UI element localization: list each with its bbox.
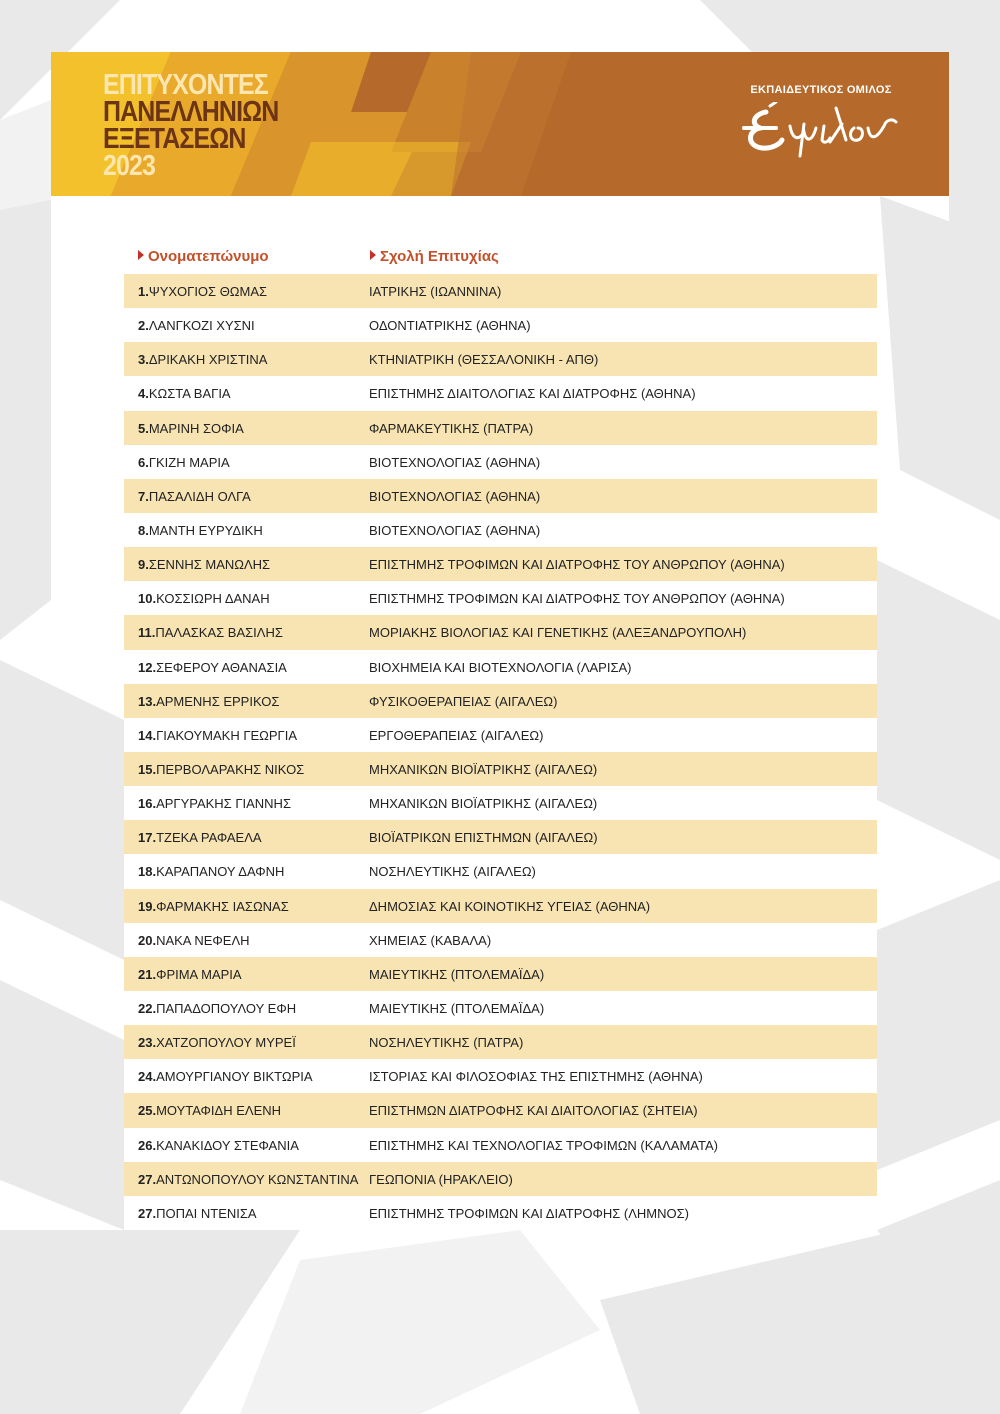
row-number: 4. (138, 386, 149, 402)
table-row (124, 513, 877, 547)
student-name-cell (138, 1001, 296, 1016)
student-name-cell (138, 694, 279, 709)
column-header-school: Σχολή Επιτυχίας (370, 248, 499, 265)
row-number: 16. (138, 796, 157, 812)
table-row (124, 615, 877, 649)
row-number: 5. (138, 420, 149, 436)
student-name-cell (138, 523, 263, 538)
school-cell: ΕΠΙΣΤΗΜΗΣ ΤΡΟΦΙΜΩΝ ΚΑΙ ΔΙΑΤΡΟΦΗΣ ΤΟΥ ΑΝΘΡΩΠΟΥ (ΑΘΗΝΑ) (369, 557, 785, 573)
epsilon-logo (736, 102, 906, 158)
table-row (124, 957, 877, 991)
triangle-bullet-icon (370, 250, 376, 260)
organization-label: ΕΚΠΑΙΔΕΥΤΙΚΟΣ ΟΜΙΛΟΣ (750, 84, 892, 96)
row-number: 12. (138, 659, 157, 675)
table-row (124, 1128, 877, 1162)
row-number: 27. (138, 1171, 157, 1187)
student-name-cell (138, 660, 287, 675)
school-cell: ΒΙΟΤΕΧΝΟΛΟΓΙΑΣ (ΑΘΗΝΑ) (369, 488, 541, 504)
table-row (124, 889, 877, 923)
row-number: 10. (138, 591, 157, 607)
student-name: ΣΕΝΝΗΣ ΜΑΝΩΛΗΣ (148, 557, 271, 573)
title-line-1: ΕΠΙΤΥΧΟΝΤΕΣ (103, 69, 268, 101)
row-number: 25. (138, 1103, 157, 1119)
student-name: ΠΑΛΑΣΚΑΣ ΒΑΣΙΛΗΣ (155, 625, 283, 641)
table-row (124, 786, 877, 820)
school-cell: ΕΠΙΣΤΗΜΗΣ ΤΡΟΦΙΜΩΝ ΚΑΙ ΔΙΑΤΡΟΦΗΣ (ΛΗΜΝΟΣ) (369, 1205, 689, 1221)
student-name-cell (138, 933, 250, 948)
table-row (124, 854, 877, 888)
school-cell: ΜΗΧΑΝΙΚΩΝ ΒΙΟΪΑΤΡΙΚΗΣ (ΑΙΓΑΛΕΩ) (369, 796, 598, 812)
row-number: 21. (138, 966, 157, 982)
student-name: ΚΑΡΑΠΑΝΟΥ ΔΑΦΝΗ (156, 864, 285, 880)
student-name-cell (138, 1172, 358, 1187)
row-number: 8. (138, 522, 149, 538)
student-name-cell (138, 1138, 299, 1153)
school-cell: ΜΑΙΕΥΤΙΚΗΣ (ΠΤΟΛΕΜΑΪΔΑ) (369, 1000, 545, 1016)
student-name-cell (138, 1035, 296, 1050)
school-cell: ΒΙΟΤΕΧΝΟΛΟΓΙΑΣ (ΑΘΗΝΑ) (369, 454, 541, 470)
row-number: 23. (138, 1035, 157, 1051)
brand-block (731, 84, 911, 163)
triangle-bullet-icon (138, 250, 144, 260)
student-name-cell (138, 1206, 257, 1221)
school-cell: ΧΗΜΕΙΑΣ (ΚΑΒΑΛΑ) (369, 932, 492, 948)
title-line-2: ΠΑΝΕΛΛΗΝΙΩΝ (103, 96, 279, 128)
school-cell: ΝΟΣΗΛΕΥΤΙΚΗΣ (ΠΑΤΡΑ) (369, 1035, 524, 1051)
student-name: ΜΑΡΙΝΗ ΣΟΦΙΑ (148, 420, 244, 436)
student-name: ΑΡΓΥΡΑΚΗΣ ΓΙΑΝΝΗΣ (156, 796, 291, 812)
table-header (0, 248, 1000, 268)
student-name: ΛΑΝΓΚΟΖΙ ΧΥΣΝΙ (148, 318, 255, 334)
table-row (124, 581, 877, 615)
school-cell: ΕΠΙΣΤΗΜΩΝ ΔΙΑΤΡΟΦΗΣ ΚΑΙ ΔΙΑΙΤΟΛΟΓΙΑΣ (ΣΗΤΕΙΑ) (369, 1103, 698, 1119)
student-name-cell (138, 762, 304, 777)
table-row (124, 411, 877, 445)
table-row (124, 991, 877, 1025)
student-name: ΤΖΕΚΑ ΡΑΦΑΕΛΑ (156, 830, 262, 846)
student-name: ΣΕΦΕΡΟΥ ΑΘΑΝΑΣΙΑ (156, 659, 287, 675)
student-name-cell (138, 967, 242, 982)
student-name: ΨΥΧΟΓΙΟΣ ΘΩΜΑΣ (148, 284, 268, 299)
school-cell: ΒΙΟΤΕΧΝΟΛΟΓΙΑΣ (ΑΘΗΝΑ) (369, 522, 541, 538)
student-name-cell (138, 455, 230, 470)
student-name: ΑΡΜΕΝΗΣ ΕΡΡΙΚΟΣ (156, 693, 280, 709)
school-cell: ΦΥΣΙΚΟΘΕΡΑΠΕΙΑΣ (ΑΙΓΑΛΕΩ) (369, 693, 558, 709)
school-cell: ΝΟΣΗΛΕΥΤΙΚΗΣ (ΑΙΓΑΛΕΩ) (369, 864, 536, 880)
student-name: ΓΙΑΚΟΥΜΑΚΗ ΓΕΩΡΓΙΑ (156, 727, 297, 743)
table-row (124, 1059, 877, 1093)
student-name: ΚΩΣΤΑ ΒΑΓΙΑ (148, 386, 231, 402)
row-number: 7. (138, 488, 149, 504)
student-name: ΜΑΝΤΗ ΕΥΡΥΔΙΚΗ (148, 522, 263, 538)
row-number: 3. (138, 352, 149, 368)
table-row (124, 820, 877, 854)
row-number: 14. (138, 727, 157, 743)
table-row (124, 342, 877, 376)
table-row (124, 479, 877, 513)
student-name: ΝΑΚΑ ΝΕΦΕΛΗ (156, 932, 250, 948)
table-row (124, 308, 877, 342)
school-cell: ΦΑΡΜΑΚΕΥΤΙΚΗΣ (ΠΑΤΡΑ) (369, 420, 534, 436)
student-name: ΧΑΤΖΟΠΟΥΛΟΥ ΜΥΡΕΪ (156, 1035, 296, 1051)
student-name-cell (138, 899, 289, 914)
student-name-cell (138, 557, 270, 572)
student-name: ΚΑΝΑΚΙΔΟΥ ΣΤΕΦΑΝΙΑ (156, 1137, 299, 1153)
school-cell: ΒΙΟΪΑΤΡΙΚΩΝ ΕΠΙΣΤΗΜΩΝ (ΑΙΓΑΛΕΩ) (369, 830, 598, 846)
student-name: ΑΝΤΩΝΟΠΟΥΛΟΥ ΚΩΝΣΤΑΝΤΙΝΑ (156, 1171, 359, 1187)
school-cell: ΕΠΙΣΤΗΜΗΣ ΤΡΟΦΙΜΩΝ ΚΑΙ ΔΙΑΤΡΟΦΗΣ ΤΟΥ ΑΝΘΡΩΠΟΥ (ΑΘΗΝΑ) (369, 591, 785, 607)
table-row (124, 684, 877, 718)
table-row (124, 274, 877, 308)
school-cell: ΓΕΩΠΟΝΙΑ (ΗΡΑΚΛΕΙΟ) (369, 1171, 513, 1187)
student-name: ΠΕΡΒΟΛΑΡΑΚΗΣ ΝΙΚΟΣ (156, 761, 305, 777)
table-row (124, 1093, 877, 1127)
student-name: ΦΑΡΜΑΚΗΣ ΙΑΣΩΝΑΣ (156, 898, 289, 914)
table-row (124, 718, 877, 752)
student-name-cell (138, 796, 291, 811)
school-cell: ΒΙΟΧΗΜΕΙΑ ΚΑΙ ΒΙΟΤΕΧΝΟΛΟΓΙΑ (ΛΑΡΙΣΑ) (369, 659, 632, 675)
school-cell: ΕΡΓΟΘΕΡΑΠΕΙΑΣ (ΑΙΓΑΛΕΩ) (369, 727, 544, 743)
student-name: ΠΑΠΑΔΟΠΟΥΛΟΥ ΕΦΗ (156, 1000, 297, 1016)
table-row (124, 752, 877, 786)
row-number: 9. (138, 557, 149, 573)
student-name: ΜΟΥΤΑΦΙΔΗ ΕΛΕΝΗ (156, 1103, 282, 1119)
row-number: 26. (138, 1137, 157, 1153)
row-number: 22. (138, 1000, 157, 1016)
table-row (124, 1162, 877, 1196)
row-number: 24. (138, 1069, 157, 1085)
table-row (124, 1196, 877, 1230)
student-name: ΔΡΙΚΑΚΗ ΧΡΙΣΤΙΝΑ (148, 352, 268, 368)
student-name-cell (138, 625, 283, 640)
student-name-cell (138, 284, 267, 299)
row-number: 13. (138, 693, 157, 709)
banner-title (103, 69, 279, 182)
column-header-name: Ονοματεπώνυμο (138, 248, 269, 265)
results-table (124, 274, 877, 1230)
row-number: 6. (138, 454, 149, 470)
table-row (124, 547, 877, 581)
row-number: 27. (138, 1205, 157, 1221)
row-number: 20. (138, 932, 157, 948)
title-year: 2023 (103, 150, 156, 182)
student-name-cell (138, 591, 270, 606)
student-name-cell (138, 728, 297, 743)
table-row (124, 1025, 877, 1059)
school-cell: ΕΠΙΣΤΗΜΗΣ ΔΙΑΙΤΟΛΟΓΙΑΣ ΚΑΙ ΔΙΑΤΡΟΦΗΣ (ΑΘΗΝΑ) (369, 386, 696, 402)
table-row (124, 650, 877, 684)
student-name: ΑΜΟΥΡΓΙΑΝΟΥ ΒΙΚΤΩΡΙΑ (156, 1069, 313, 1085)
school-cell: ΜΟΡΙΑΚΗΣ ΒΙΟΛΟΓΙΑΣ ΚΑΙ ΓΕΝΕΤΙΚΗΣ (ΑΛΕΞΑΝΔΡΟΥΠΟΛΗ) (369, 625, 747, 641)
school-cell: ΟΔΟΝΤΙΑΤΡΙΚΗΣ (ΑΘΗΝΑ) (369, 318, 531, 334)
student-name-cell (138, 318, 255, 333)
row-number: 2. (138, 318, 149, 334)
student-name: ΠΟΠΑΙ ΝΤΕΝΙΣΑ (156, 1205, 257, 1221)
table-row (124, 923, 877, 957)
header-banner (51, 52, 949, 196)
student-name: ΚΟΣΣΙΩΡΗ ΔΑΝΑΗ (156, 591, 270, 607)
student-name-cell (138, 1069, 313, 1084)
student-name-cell (138, 864, 284, 879)
school-cell: ΔΗΜΟΣΙΑΣ ΚΑΙ ΚΟΙΝΟΤΙΚΗΣ ΥΓΕΙΑΣ (ΑΘΗΝΑ) (369, 898, 651, 914)
table-row (124, 445, 877, 479)
row-number: 19. (138, 898, 157, 914)
student-name-cell (138, 421, 244, 436)
row-number: 11. (138, 625, 156, 641)
school-cell: ΙΣΤΟΡΙΑΣ ΚΑΙ ΦΙΛΟΣΟΦΙΑΣ ΤΗΣ ΕΠΙΣΤΗΜΗΣ (ΑΘΗΝΑ) (369, 1069, 703, 1085)
title-line-3: ΕΞΕΤΑΣΕΩΝ (103, 123, 246, 155)
row-number: 18. (138, 864, 157, 880)
school-cell: ΙΑΤΡΙΚΗΣ (ΙΩΑΝΝΙΝΑ) (369, 284, 502, 299)
row-number: 17. (138, 830, 157, 846)
student-name-cell (138, 352, 267, 367)
student-name: ΠΑΣΑΛΙΔΗ ΟΛΓΑ (148, 488, 251, 504)
student-name: ΓΚΙΖΗ ΜΑΡΙΑ (148, 454, 230, 470)
row-number: 1. (138, 284, 149, 299)
student-name-cell (138, 1103, 281, 1118)
student-name-cell (138, 386, 231, 401)
school-cell: ΜΑΙΕΥΤΙΚΗΣ (ΠΤΟΛΕΜΑΪΔΑ) (369, 966, 545, 982)
school-cell: ΚΤΗΝΙΑΤΡΙΚΗ (ΘΕΣΣΑΛΟΝΙΚΗ - ΑΠΘ) (369, 352, 599, 368)
student-name-cell (138, 489, 251, 504)
school-cell: ΜΗΧΑΝΙΚΩΝ ΒΙΟΪΑΤΡΙΚΗΣ (ΑΙΓΑΛΕΩ) (369, 761, 598, 777)
school-cell: ΕΠΙΣΤΗΜΗΣ ΚΑΙ ΤΕΧΝΟΛΟΓΙΑΣ ΤΡΟΦΙΜΩΝ (ΚΑΛΑΜΑΤΑ) (369, 1137, 718, 1153)
row-number: 15. (138, 761, 157, 777)
student-name: ΦΡΙΜΑ ΜΑΡΙΑ (156, 966, 242, 982)
table-row (124, 376, 877, 410)
student-name-cell (138, 830, 262, 845)
